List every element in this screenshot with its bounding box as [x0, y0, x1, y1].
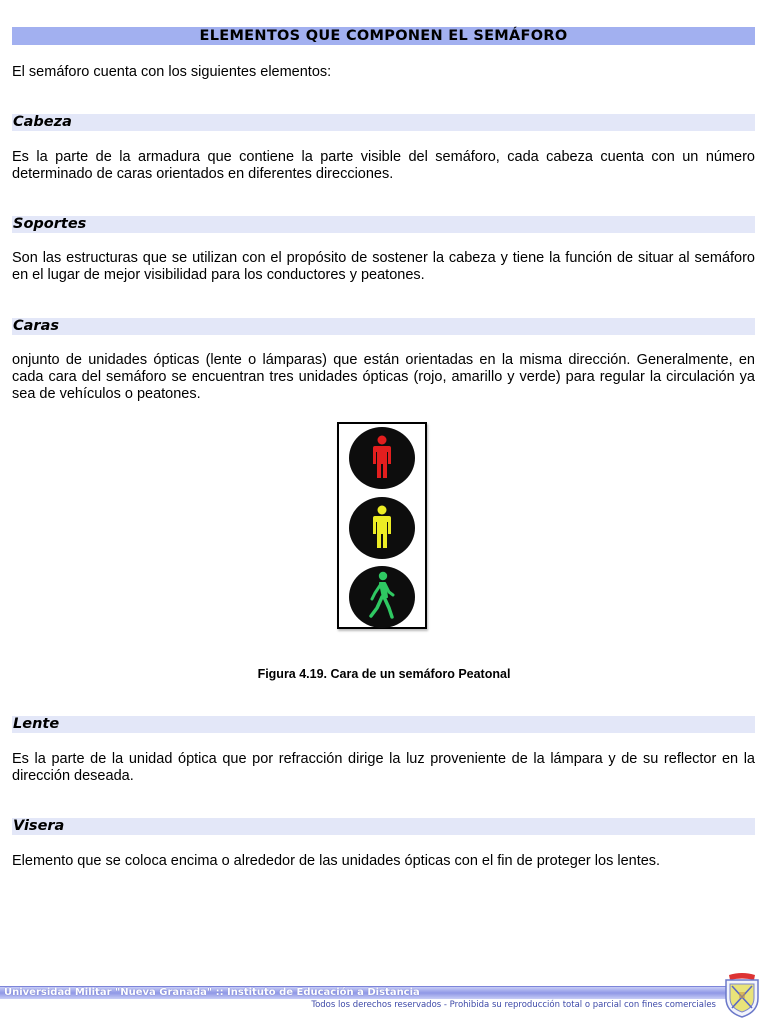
pedestrian-traffic-light-figure	[337, 422, 427, 629]
section-heading-cabeza: Cabeza	[12, 114, 755, 131]
green-lamp	[349, 566, 415, 628]
page-title: ELEMENTOS QUE COMPONEN EL SEMÁFORO	[12, 27, 755, 45]
footer-rights: Todos los derechos reservados - Prohibida su reproducción total o parcial con fines comerciales	[311, 1000, 716, 1010]
section-text-lente: Es la parte de la unidad óptica que por refracción dirige la luz proveniente de la lámpara y de su reflector en la dirección deseada.	[12, 751, 755, 784]
section-text-caras: onjunto de unidades ópticas (lente o lámparas) que están orientadas en la misma dirección. Generalmente, en cada cara del semáforo se encuentran tres unidades ópticas (rojo, amarillo y verde) para regular la circulación ya sea de vehículos o peatones.	[12, 352, 755, 402]
footer-bar	[0, 986, 740, 999]
yellow-standing-pedestrian-icon	[349, 497, 415, 559]
red-lamp	[349, 427, 415, 489]
green-walking-pedestrian-icon	[349, 566, 415, 628]
footer-institution: Universidad Militar "Nueva Granada" :: Instituto de Educación a Distancia	[4, 987, 420, 998]
section-text-cabeza: Es la parte de la armadura que contiene la parte visible del semáforo, cada cabeza cuenta con un número determinado de caras orientados en diferentes direcciones.	[12, 149, 755, 182]
section-text-soportes: Son las estructuras que se utilizan con el propósito de sostener la cabeza y tiene la función de situar al semáforo en el lugar de mejor visibilidad para los conductores y peatones.	[12, 250, 755, 283]
section-heading-lente: Lente	[12, 716, 755, 733]
section-heading-soportes: Soportes	[12, 216, 755, 233]
intro-paragraph: El semáforo cuenta con los siguientes elementos:	[12, 64, 332, 80]
section-heading-visera: Visera	[12, 818, 755, 835]
section-text-visera: Elemento que se coloca encima o alrededor de las unidades ópticas con el fin de proteger los lentes.	[12, 853, 661, 869]
university-shield-logo	[721, 972, 763, 1018]
red-standing-pedestrian-icon	[349, 427, 415, 489]
yellow-lamp	[349, 497, 415, 559]
section-heading-caras: Caras	[12, 318, 755, 335]
figure-caption: Figura 4.19. Cara de un semáforo Peatonal	[257, 667, 511, 681]
